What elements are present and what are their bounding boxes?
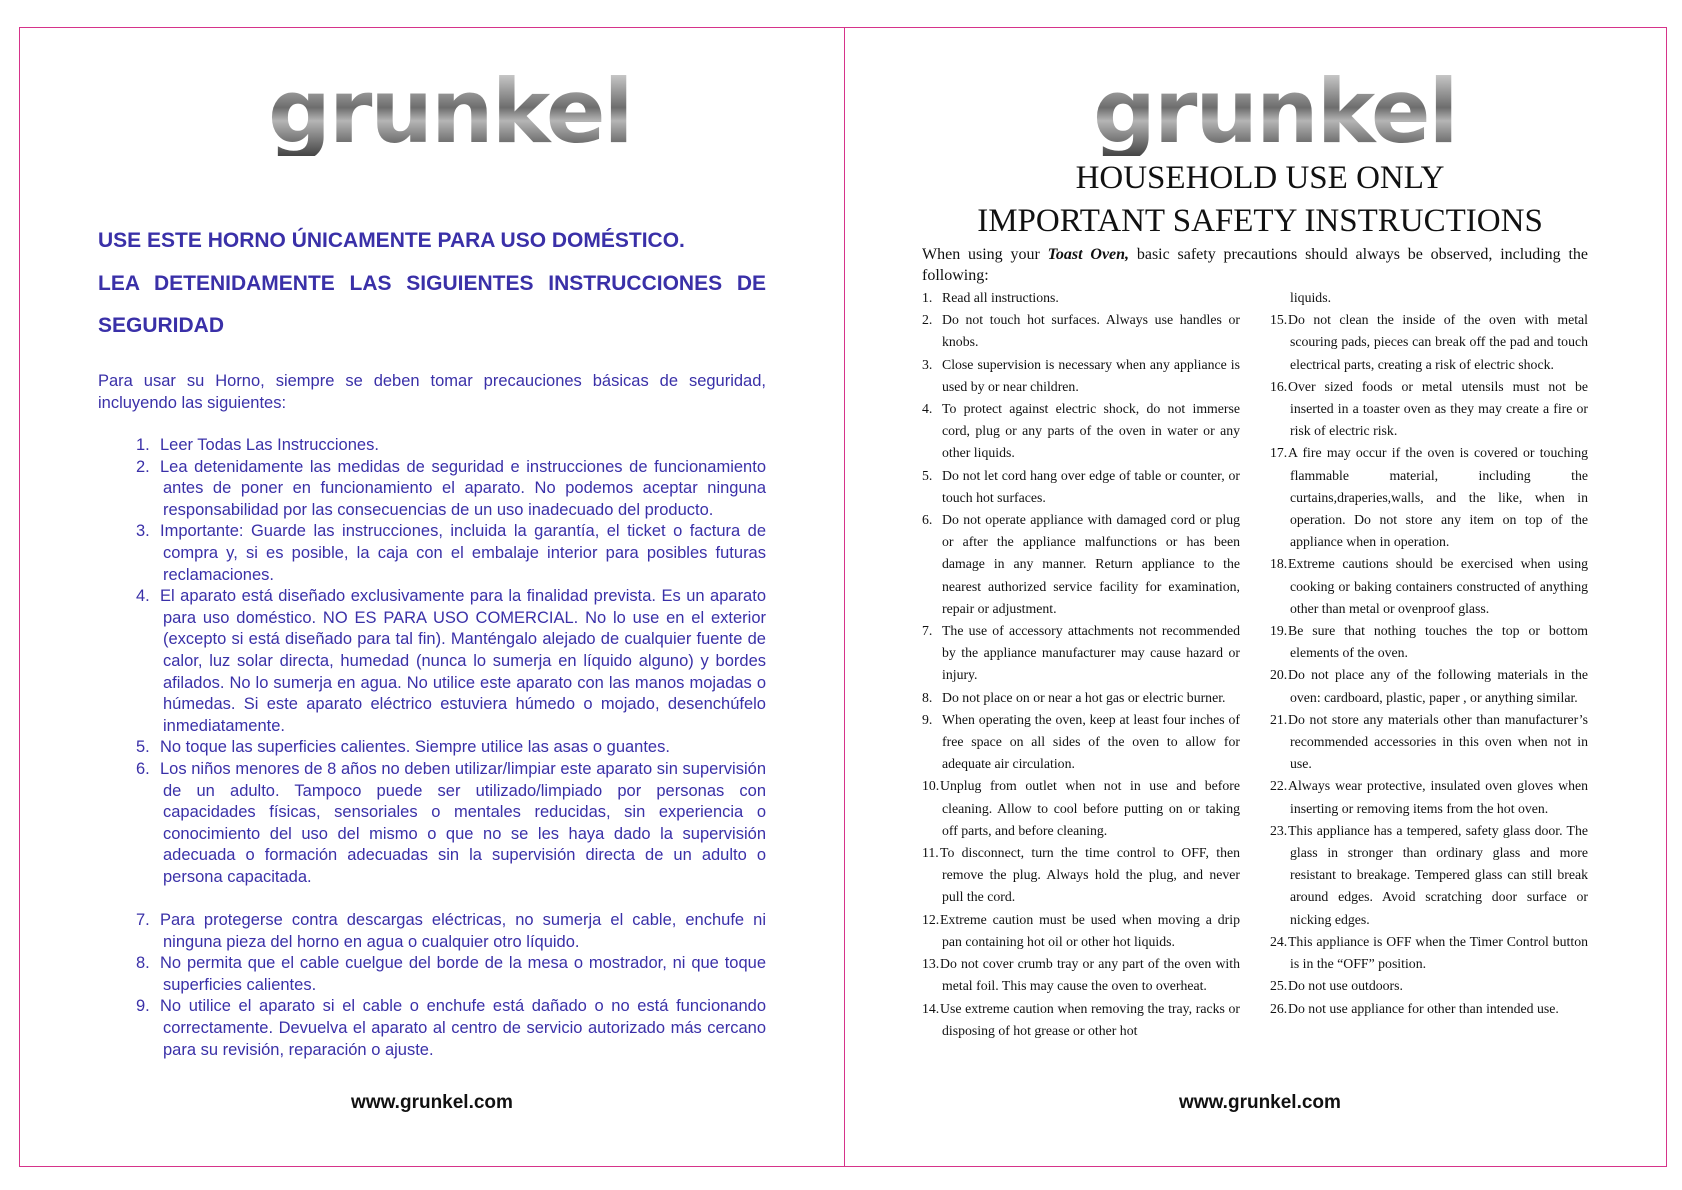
english-title-1: HOUSEHOLD USE ONLY <box>1075 160 1445 196</box>
list-item: 6. Los niños menores de 8 años no deben utilizar/limpiar este aparato sin supervisión de un adulto. Tampoco puede ser utilizado/limpiado por personas con capacidades físicas, sensoriales o mentales reducidas, sin experiencia o conocimiento del uso del mismo o que no se les haya dado la supervisión adecuada o formación adecuadas sin la supervisión directa de un adulto o persona capacitada. <box>136 759 766 886</box>
list-item: 24.This appliance is OFF when the Timer Control button is in the “OFF” position. <box>1270 933 1588 972</box>
list-item: 2. Lea detenidamente las medidas de seguridad e instrucciones de funcionamiento antes de poner en funcionamiento el aparato. No podemos aceptar ninguna responsabilidad por las consecuencias de un uso inadecuado del producto. <box>136 457 766 519</box>
product-name: Toast Oven, <box>1047 246 1130 263</box>
list-item: 8. Do not place on or near a hot gas or electric burner. <box>922 689 1226 705</box>
english-instruction-list-right <box>1270 287 1588 1020</box>
spanish-intro: Para usar su Horno, siempre se deben tomar precauciones básicas de seguridad, incluyendo las siguientes: <box>98 372 766 412</box>
list-item: 10.Unplug from outlet when not in use and before cleaning. Allow to cool before putting on or taking off parts, and before cleaning. <box>922 778 1240 838</box>
grunkel-logo: grunkel <box>268 60 632 163</box>
list-item: 4. To protect against electric shock, do not immerse cord, plug or any parts of the oven in water or any other liquids. <box>922 401 1240 461</box>
spanish-heading-3: SEGURIDAD <box>98 314 225 337</box>
list-item: 25.Do not use outdoors. <box>1270 978 1403 994</box>
list-item: 18.Extreme cautions should be exercised when using cooking or baking containers constructed of anything other than metal or ovenproof glass. <box>1270 556 1588 616</box>
list-item: 8. No permita que el cable cuelgue del borde de la mesa o mostrador, ni que toque superficies calientes. <box>136 954 766 994</box>
list-item: 21.Do not store any materials other than manufacturer’s recommended accessories in this oven when not in use. <box>1270 711 1588 772</box>
list-item: 9. No utilice el aparato si el cable o enchufe está dañado o no está funcionando correctamente. Devuelva el aparato al centro de servicio autorizado más cercano para su revisión, reparación o ajuste. <box>136 997 766 1059</box>
list-item: 5. Do not let cord hang over edge of table or counter, or touch hot surfaces. <box>922 467 1240 505</box>
list-item: 3. Close supervision is necessary when any appliance is used by or near children. <box>922 356 1240 394</box>
grunkel-logo: grunkel <box>1093 60 1457 163</box>
english-title-2: IMPORTANT SAFETY INSTRUCTIONS <box>977 203 1543 239</box>
list-item: 3. Importante: Guarde las instrucciones, incluida la garantía, el ticket o factura de compra y, si es posible, la caja con el embalaje interior para posibles futuras reclamaciones. <box>136 522 766 584</box>
list-item: 5. No toque las superficies calientes. Siempre utilice las asas o guantes. <box>136 738 670 757</box>
list-item: 15.Do not clean the inside of the oven with metal scouring pads, pieces can break off the pad and touch electrical parts, creating a risk of electric shock. <box>1270 312 1588 372</box>
list-item: 26.Do not use appliance for other than intended use. <box>1270 1000 1559 1016</box>
website-link[interactable]: www.grunkel.com <box>1179 1092 1341 1113</box>
list-item: 1. Leer Todas Las Instrucciones. <box>136 436 379 454</box>
spanish-heading-2: LEA DETENIDAMENTE LAS SIGUIENTES INSTRUCCIONES DE <box>98 272 766 295</box>
list-item: 19.Be sure that nothing touches the top or bottom elements of the oven. <box>1270 623 1588 661</box>
english-intro: When using your Toast Oven, basic safety precautions should always be observed, including the following: <box>922 246 1589 284</box>
list-item: 11.To disconnect, turn the time control to OFF, then remove the plug. Always hold the plug, and never pull the cord. <box>922 845 1240 905</box>
list-item: 2. Do not touch hot surfaces. Always use handles or knobs. <box>922 312 1240 350</box>
spanish-instruction-list <box>136 435 766 1061</box>
list-item: 1. Read all instructions. <box>922 290 1059 305</box>
list-item: 12.Extreme caution must be used when moving a drip pan containing hot oil or other hot liquids. <box>922 911 1240 949</box>
list-item: 7. Para protegerse contra descargas eléctricas, no sumerja el cable, enchufe ni ninguna pieza del horno en agua o cualquier otro líquido. <box>136 911 766 951</box>
english-instruction-list-left <box>922 287 1240 1042</box>
list-item: 23.This appliance has a tempered, safety glass door. The glass in stronger than ordinary glass and more resistant to breakage. Tempered glass can still break around edges. Avoid scratching door surface or nicking edges. <box>1270 822 1588 927</box>
list-item: 13.Do not cover crumb tray or any part of the oven with metal foil. This may cause the oven to overheat. <box>922 956 1240 994</box>
list-item-continuation: liquids. <box>1290 290 1332 305</box>
list-item: 17.A fire may occur if the oven is covered or touching flammable material, including the curtains,draperies,walls, and the like, when in operation. Do not store any item on top of the appliance when in operation. <box>1270 445 1588 550</box>
spanish-heading-1: USE ESTE HORNO ÚNICAMENTE PARA USO DOMÉSTICO. <box>98 229 685 252</box>
list-item: 22.Always wear protective, insulated oven gloves when inserting or removing items from the hot oven. <box>1270 778 1588 816</box>
list-item: 6. Do not operate appliance with damaged cord or plug or after the appliance malfunctions or has been damage in any manner. Return appliance to the nearest authorized service facility for examination, repair or adjustment. <box>922 512 1240 616</box>
website-link[interactable]: www.grunkel.com <box>351 1092 513 1113</box>
list-item: 16.Over sized foods or metal utensils must not be inserted in a toaster oven as they may create a fire or risk of electric risk. <box>1270 378 1588 439</box>
list-item: 7. The use of accessory attachments not recommended by the appliance manufacturer may cause hazard or injury. <box>922 623 1240 683</box>
list-item: 20.Do not place any of the following materials in the oven: cardboard, plastic, paper , or anything similar. <box>1270 667 1588 705</box>
list-item: 9. When operating the oven, keep at least four inches of free space on all sides of the oven to allow for adequate air circulation. <box>922 711 1240 772</box>
list-item: 14.Use extreme caution when removing the tray, racks or disposing of hot grease or other hot <box>922 1000 1240 1038</box>
list-item: 4. El aparato está diseñado exclusivamente para la finalidad prevista. Es un aparato para uso doméstico. NO ES PARA USO COMERCIAL. No lo use en el exterior (excepto si está diseñado para tal fin). Manténgalo alejado de cualquier fuente de calor, luz solar directa, humedad (nunca lo sumerja en líquido alguno) y bordes afilados. No lo sumerja en agua. No utilice este aparato con las manos mojadas o húmedas. Si este aparato eléctrico estuviera húmedo o mojado, desenchúfelo inmediatamente. <box>136 587 766 735</box>
